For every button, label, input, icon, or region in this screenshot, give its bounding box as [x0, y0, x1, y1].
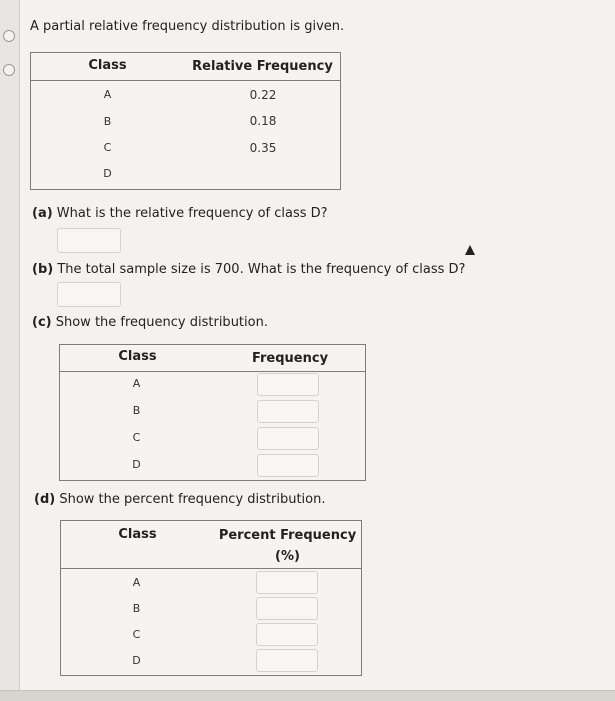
table3-class-a: A [132, 576, 141, 589]
table2-class-a: A [132, 377, 141, 390]
bottom-bar [0, 690, 615, 701]
table3-class-c: C [132, 628, 141, 641]
table-header-divider [31, 80, 340, 81]
part-a-text: What is the relative frequency of class D? [56, 206, 328, 221]
table3-header-percent-unit: (%) [275, 549, 300, 564]
part-b-text: The total sample size is 700. What is the frequency of class D? [57, 262, 466, 277]
table3-header-class: Class [118, 527, 157, 542]
table1-header-class: Class [88, 58, 127, 73]
part-a-answer-input[interactable] [57, 228, 121, 253]
radio-icon[interactable] [3, 64, 15, 76]
part-b-answer-input[interactable] [57, 282, 121, 307]
table3-class-d: D [132, 654, 141, 667]
percent-input-c[interactable] [256, 623, 318, 646]
part-c-text: Show the frequency distribution. [55, 315, 268, 330]
table3-header-percent-frequency: Percent Frequency [218, 528, 357, 543]
part-b-label: (b) [32, 262, 54, 277]
table3-class-b: B [132, 602, 141, 615]
table2-class-b: B [132, 404, 141, 417]
frequency-input-c[interactable] [257, 427, 319, 450]
table1-value-c: 0.35 [249, 141, 277, 155]
table1-class-c: C [103, 141, 112, 154]
part-c-label: (c) [32, 315, 52, 330]
table1-class-a: A [103, 88, 112, 101]
frequency-input-d[interactable] [257, 454, 319, 477]
part-c-question [32, 315, 268, 330]
part-d-question [34, 492, 326, 507]
part-b-question [32, 262, 465, 277]
table1-header-relative-frequency: Relative Frequency [192, 59, 333, 74]
table2-header-frequency: Frequency [251, 351, 329, 366]
part-d-label: (d) [34, 492, 56, 507]
table2-class-d: D [132, 458, 141, 471]
part-a-label: (a) [32, 206, 53, 221]
percent-input-d[interactable] [256, 649, 318, 672]
frequency-input-a[interactable] [257, 373, 319, 396]
radio-icon[interactable] [3, 30, 15, 42]
left-sidebar [0, 0, 20, 700]
table1-class-b: B [103, 115, 112, 128]
frequency-input-b[interactable] [257, 400, 319, 423]
percent-input-b[interactable] [256, 597, 318, 620]
table-header-divider [61, 568, 361, 569]
table-header-divider [60, 371, 365, 372]
percent-input-a[interactable] [256, 571, 318, 594]
intro-text: A partial relative frequency distribution is given. [30, 19, 345, 34]
table1-value-a: 0.22 [249, 88, 277, 102]
part-d-text: Show the percent frequency distribution. [59, 492, 326, 507]
mouse-cursor-icon [465, 245, 475, 255]
table1-value-b: 0.18 [249, 114, 277, 128]
table2-class-c: C [132, 431, 141, 444]
table2-header-class: Class [118, 349, 157, 364]
part-a-question [32, 206, 328, 221]
table1-class-d: D [103, 167, 112, 180]
